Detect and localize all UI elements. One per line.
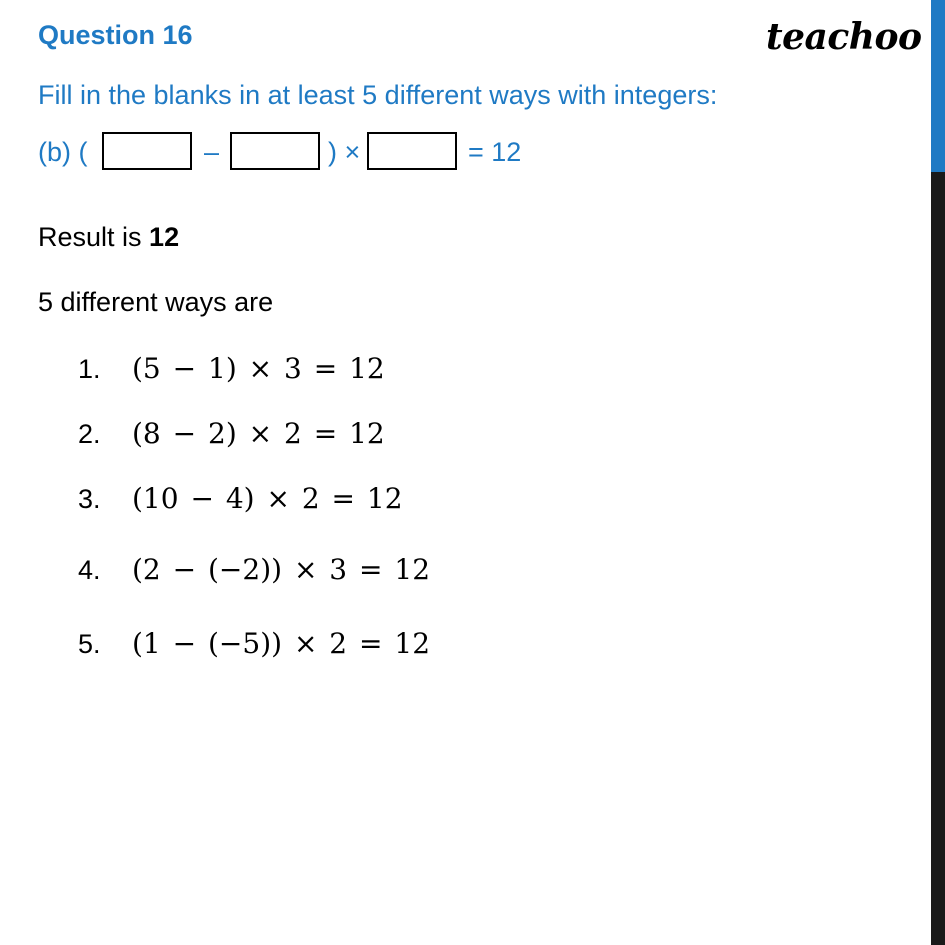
blank-box-2 xyxy=(230,132,320,170)
scrollbar-thumb[interactable] xyxy=(931,0,945,172)
question-heading: Question 16 xyxy=(38,20,193,50)
part-label: (b) ( xyxy=(38,137,88,167)
blank-box-1 xyxy=(102,132,192,170)
answer-equation: (8 − 2) × 2 = 12 xyxy=(132,417,385,450)
answer-equation: (2 − (−2)) × 3 = 12 xyxy=(132,553,431,586)
answer-number: 5. xyxy=(78,629,101,659)
answer-equation: (10 − 4) × 2 = 12 xyxy=(132,482,403,515)
answer-equation: (5 − 1) × 3 = 12 xyxy=(132,352,385,385)
answer-number: 2. xyxy=(78,419,101,449)
ways-intro: 5 different ways are xyxy=(38,287,274,317)
minus-sign: – xyxy=(204,137,220,167)
equals-result: = 12 xyxy=(468,137,522,167)
answer-number: 1. xyxy=(78,354,101,384)
result-value: 12 xyxy=(149,222,180,252)
teachoo-logo: teachoo xyxy=(766,16,922,58)
blank-box-3 xyxy=(367,132,457,170)
answer-number: 4. xyxy=(78,555,101,585)
result-line xyxy=(38,222,179,253)
answer-number: 3. xyxy=(78,484,101,514)
close-times-sign: ) × xyxy=(328,137,361,167)
result-prefix: Result is xyxy=(38,222,150,252)
question-instruction: Fill in the blanks in at least 5 different ways with integers: xyxy=(38,80,718,110)
answer-equation: (1 − (−5)) × 2 = 12 xyxy=(132,627,431,660)
